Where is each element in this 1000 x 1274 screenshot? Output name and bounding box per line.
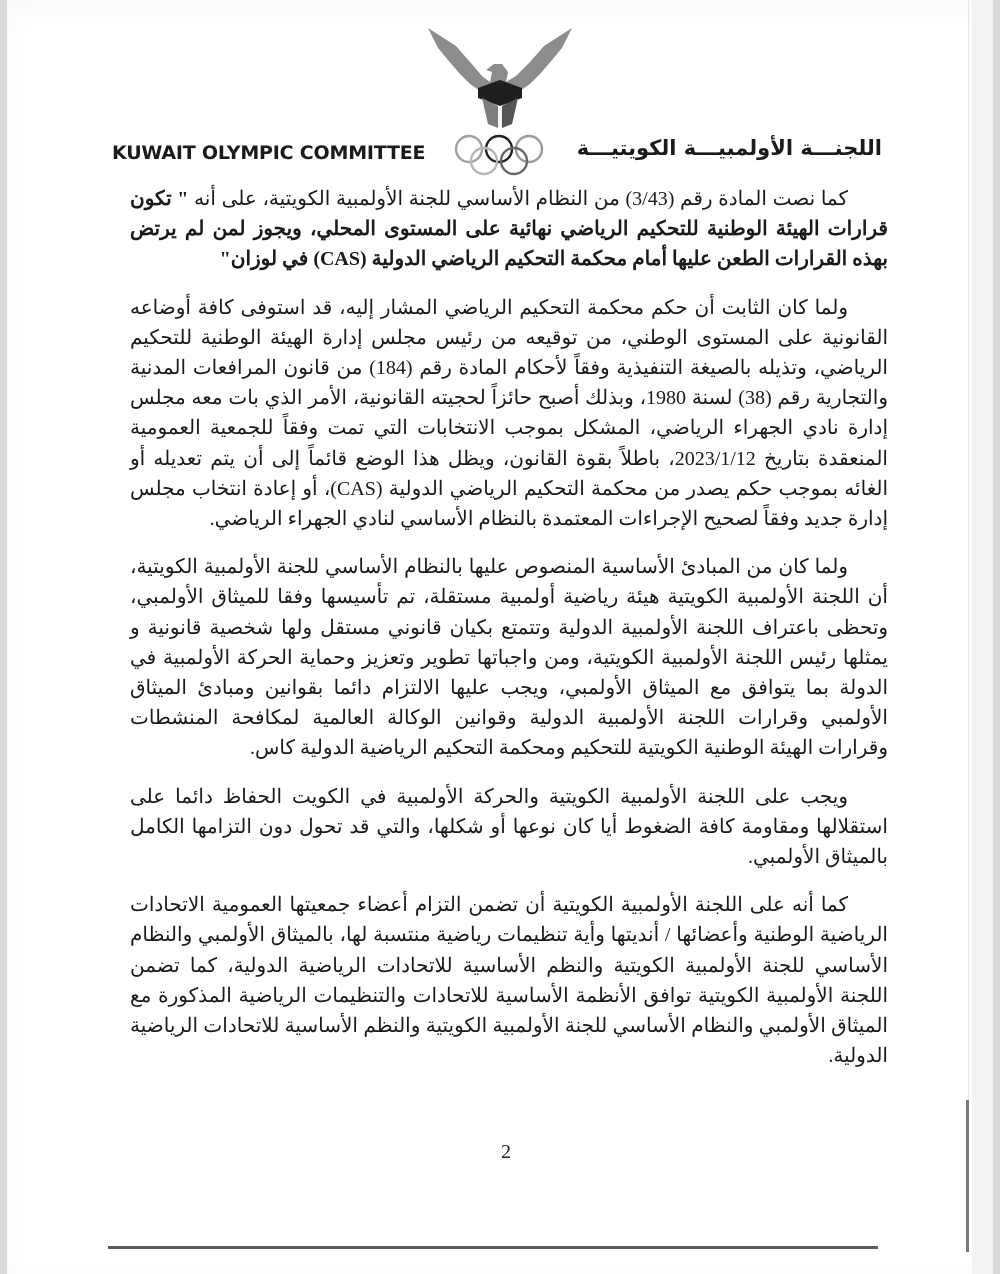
quoted-article: " تكون قرارات الهيئة الوطنية للتحكيم الرياضي نهائية على المستوى المحلي، ويجوز لمن لم يرتض بهذه القرارات الطعن عليها أمام محكمة التحكيم الرياضي الدولية (CAS) في لوزان": [130, 188, 888, 271]
olympic-rings-icon: [452, 134, 546, 176]
right-footer-rule: [966, 1100, 969, 1252]
page-edge: [972, 0, 993, 1274]
paragraph-independence: ويجب على اللجنة الأولمبية الكويتية والحركة الأولمبية في الكويت الحفاظ دائما على استقلالها ومقاومة كافة الضغوط أيا كان نوعها أو شكلها، والتي قد تحول دون التزامها الكامل بالميثاق الأولمبي.: [130, 785, 888, 869]
footer-rule: [108, 1246, 878, 1249]
page-number: 2: [501, 1141, 511, 1163]
paragraph-ruling: ولما كان الثابت أن حكم محكمة التحكيم الرياضي المشار إليه، قد استوفى كافة أوضاعه القانونية على المستوى الوطني، من توقيعه من رئيس مجلس إدارة الهيئة الوطنية للتحكيم الرياضي، وتذيله بالصيغة التنفيذية وفقاً لأحكام المادة رقم (184) من قانون المرافعات المدنية والتجارية رقم (38) لسنة 1980، وبذلك أصبح حائزاً لحجيته القانونية، الأمر الذي بات معه مجلس إدارة نادي الجهراء الرياضي، المشكل بموجب الانتخابات التي تمت وفقاً للجمعية العمومية المنعقدة بتاريخ 2023/1/12، باطلاً بقوة القانون، ويظل هذا الوضع قائماً إلى أن يتم تعديله أو الغائه بموجب حكم يصدر من محكمة التحكيم الرياضي الدولية (CAS)، أو إعادة انتخاب مجلس إدارة جديد وفقاً لصحيح الإجراءات المعتمدة بالنظام الأساسي لنادي الجهراء الرياضي.: [130, 296, 889, 531]
falcon-emblem-icon: [426, 26, 574, 128]
paragraph-article-quote: [130, 184, 888, 275]
paragraph-principles: ولما كان من المبادئ الأساسية المنصوص عليها بالنظام الأساسي للجنة الأولمبية الكويتية، أن اللجنة الأولمبية الكويتية هيئة رياضية أولمبية مستقلة، تم تأسيسها وفقا للميثاق الأولمبي، وتحظى باعتراف اللجنة الأولمبية الدولية وتتمتع بكيان قانوني مستقل ولها شخصية قانونية و يمثلها رئيس اللجنة الأولمبية الكويتية، ومن واجباتها تطوير وتعزيز وحماية الحركة الأولمبية في الدولة بما يتوافق مع الميثاق الأولمبي، ويجب عليها الالتزام دائما بقوانين ومبادئ الميثاق الأولمبي وقرارات اللجنة الأولمبية الدولية وقوانين الوكالة العالمية لمكافحة المنشطات وقرارات الهيئة الوطنية الكويتية للتحكيم ومحكمة التحكيم الرياضية الدولية كاس.: [130, 556, 888, 760]
arabic-committee-name: اللجنـــة الأولمبيـــة الكويتيـــة: [576, 136, 882, 160]
english-committee-name: KUWAIT OLYMPIC COMMITTEE: [112, 142, 426, 164]
paragraph-lead: كما نصت المادة رقم (3/43) من النظام الأساسي للجنة الأولمبية الكويتية، على أنه: [188, 188, 849, 210]
paragraph-compliance: كما أنه على اللجنة الأولمبية الكويتية أن تضمن التزام أعضاء جمعيتها العمومية الاتحادات الرياضية الوطنية وأعضائها / أنديتها وأية تنظيمات رياضية منتسبة لها، بالميثاق الأولمبي والنظام الأساسي للجنة الأولمبية الكويتية والنظم الأساسية للاتحادات الرياضية الدولية، كما تضمن اللجنة الأولمبية الكويتية توافق الأنظمة الأساسية للاتحادات والتنظيمات الرياضية المذكورة مع الميثاق الأولمبي والنظام الأساسي للجنة الأولمبية الكويتية والنظم الأساسية للاتحادات الرياضية الدولية.: [130, 894, 888, 1068]
letter-body: [130, 184, 888, 1089]
letterhead: [0, 132, 1000, 176]
